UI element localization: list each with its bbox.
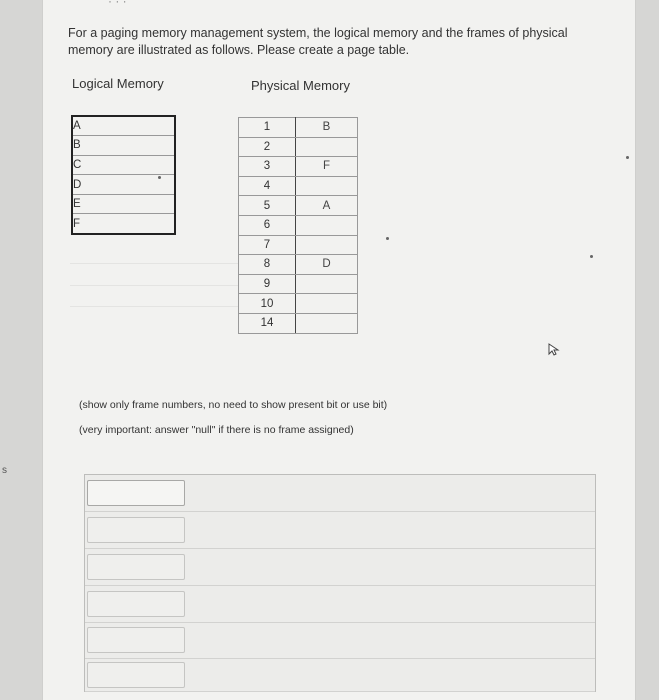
frame-number-cell: 14 [239,313,296,333]
logical-memory-row [72,194,175,214]
physical-memory-row [239,176,358,196]
physical-memory-label: Physical Memory [251,78,350,93]
page-table-entry-input[interactable] [87,554,185,580]
speck [590,255,593,258]
frame-content-cell [296,176,358,196]
frame-number-cell: 5 [239,196,296,216]
logical-memory-row [72,116,175,136]
physical-memory-row [239,215,358,235]
logical-page-cell: E [72,194,175,214]
ellipsis-icon: · · · [108,0,127,8]
logical-memory-row [72,155,175,175]
page-table-entry-input[interactable] [87,480,185,506]
frame-content-cell: B [296,118,358,138]
page-table-entry-input[interactable] [87,627,185,653]
logical-page-cell: B [72,136,175,156]
frame-content-cell [296,137,358,157]
frame-content-cell [296,313,358,333]
physical-memory-row [239,235,358,255]
logical-page-cell: C [72,155,175,175]
answer-row [85,585,595,623]
logical-page-cell: F [72,214,175,234]
frame-content-cell [296,294,358,314]
logical-memory-label: Logical Memory [72,76,164,91]
margin-mark: s [2,465,7,476]
frame-number-cell: 2 [239,137,296,157]
page-table-entry-input[interactable] [87,591,185,617]
physical-memory-row [239,118,358,138]
frame-number-cell: 4 [239,176,296,196]
logical-page-cell: A [72,116,175,136]
speck [158,176,161,179]
logical-page-cell: D [72,175,175,195]
answer-row [85,511,595,549]
physical-memory-row [239,294,358,314]
physical-memory-row [239,255,358,275]
logical-memory-table [71,115,176,235]
frame-content-cell: D [296,255,358,275]
frame-number-cell: 3 [239,157,296,177]
answer-row [85,548,595,586]
answer-row [85,622,595,659]
ghost-line [70,263,238,264]
physical-memory-row [239,274,358,294]
frame-number-cell: 6 [239,215,296,235]
frame-content-cell [296,235,358,255]
instruction-note-important: (very important: answer "null" if there is no frame assigned) [79,424,354,436]
physical-memory-table [238,117,358,334]
answer-row [85,658,595,692]
frame-number-cell: 9 [239,274,296,294]
frame-number-cell: 8 [239,255,296,275]
physical-memory-row [239,157,358,177]
speck [386,237,389,240]
instruction-note: (show only frame numbers, no need to show present bit or use bit) [79,399,388,411]
frame-number-cell: 10 [239,294,296,314]
frame-content-cell: F [296,157,358,177]
frame-content-cell [296,215,358,235]
physical-memory-row [239,313,358,333]
question-prompt: For a paging memory management system, the logical memory and the frames of physical memory are illustrated as follows. Please create a page table. [68,26,568,57]
answer-row [85,475,595,512]
ghost-line [70,285,238,286]
logical-memory-row [72,214,175,234]
frame-number-cell: 1 [239,118,296,138]
logical-memory-row [72,136,175,156]
page-table-answer-area [84,474,596,692]
mouse-pointer-icon [547,342,561,356]
frame-number-cell: 7 [239,235,296,255]
page-table-entry-input[interactable] [87,662,185,688]
physical-memory-row [239,137,358,157]
speck [626,156,629,159]
frame-content-cell [296,274,358,294]
ghost-line [70,306,238,307]
physical-memory-row [239,196,358,216]
page-table-entry-input[interactable] [87,517,185,543]
frame-content-cell: A [296,196,358,216]
